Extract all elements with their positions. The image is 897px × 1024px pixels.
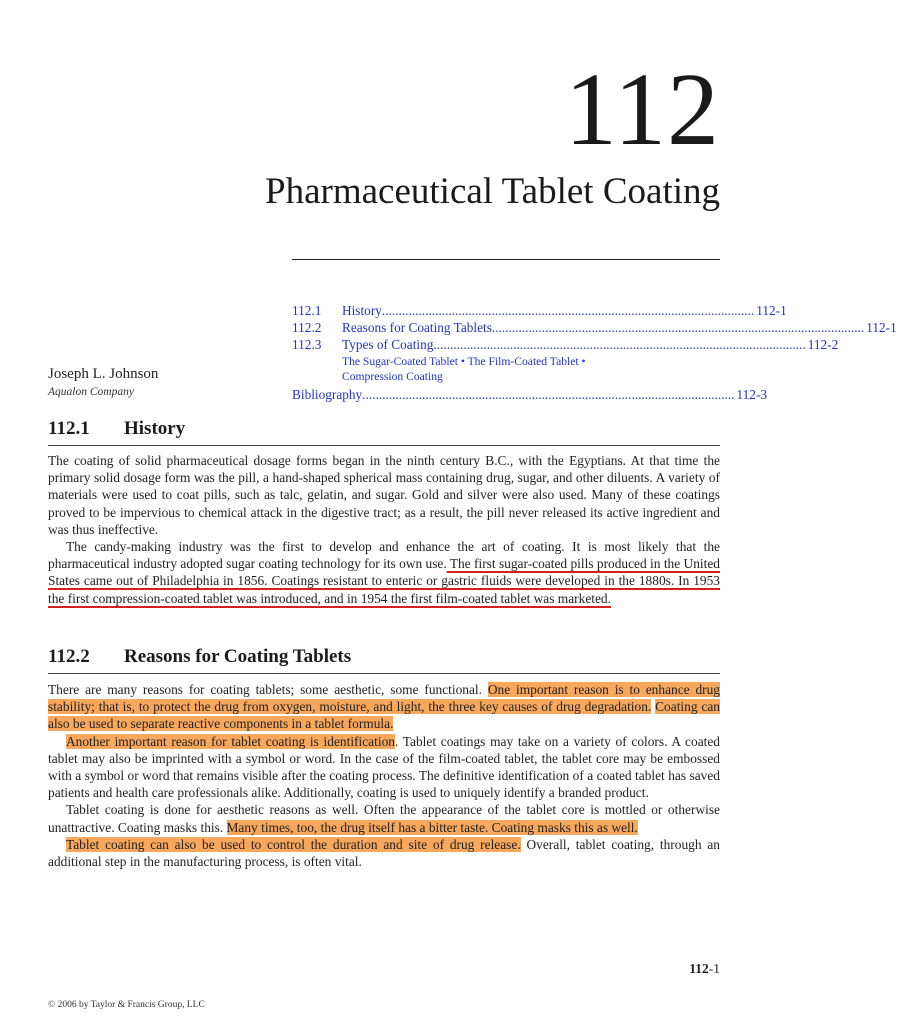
toc-entry-title: Types of Coating xyxy=(342,337,434,352)
toc-leader-dots: ................................................................................................................ xyxy=(433,337,806,352)
copyright-notice: © 2006 by Taylor & Francis Group, LLC xyxy=(48,1000,205,1010)
section-heading-history xyxy=(48,418,720,446)
section-number: 112.2 xyxy=(48,646,90,667)
text-run: Overall, tablet coating, through an additional step in the manufacturing process, is often vital. xyxy=(48,836,720,870)
text-run: Tablet coating is done for aesthetic reasons as well. Often the appearance of the tablet core is mottled or otherwise unattractive. Coating masks this. xyxy=(48,802,720,835)
toc-entry-page: 112-2 xyxy=(807,337,839,352)
toc-entry-title: Reasons for Coating Tablets xyxy=(342,320,492,335)
chapter-number: 112 xyxy=(564,52,720,167)
toc-entry[interactable] xyxy=(292,337,839,354)
toc-subentries-line[interactable]: Compression Coating xyxy=(342,370,443,383)
toc-entry[interactable] xyxy=(292,320,897,337)
section-body-history xyxy=(48,452,720,607)
text-run: . Tablet coatings may take on a variety of colors. A coated tablet may also be imprinted with a symbol or word. In the case of the film-coated tablet, the tablet core may be embossed with a symbol or word that remains visible after the coating process. The definitive identification of a coated tablet has saved patients and health care professionals alike. Additionally, coating is used to uniquely identify a branded product. xyxy=(48,733,720,801)
highlighted-text: Another important reason for tablet coating is identification xyxy=(66,733,395,749)
paragraph xyxy=(48,836,720,870)
chapter-title: Pharmaceutical Tablet Coating xyxy=(265,171,720,212)
section-number: 112.1 xyxy=(48,418,90,439)
section-title: History xyxy=(124,418,186,439)
paragraph xyxy=(48,538,720,607)
text-run: The candy-making industry was the first to develop and enhance the art of coating. It is most likely that the pharmaceutical industry adopted sugar coating technology for its own use. xyxy=(48,539,720,572)
toc-leader-dots: ................................................................................................................ xyxy=(381,303,755,318)
toc-entry-title: Bibliography xyxy=(292,387,363,402)
author-affiliation: Aqualon Company xyxy=(48,386,134,398)
highlighted-text: One important reason is to enhance drug stability; that is, to protect the drug from oxygen, moisture, and light, the three key causes of drug degradation. xyxy=(48,682,720,715)
section-heading-reasons xyxy=(48,646,720,674)
toc-leader-dots: ................................................................................................................ xyxy=(491,320,865,335)
paragraph xyxy=(48,733,720,802)
page-number-bold: 112 xyxy=(689,961,709,976)
paragraph xyxy=(48,681,720,733)
toc-entry-bibliography[interactable] xyxy=(292,387,768,404)
toc-entry-page: 112-1 xyxy=(866,320,897,335)
underlined-text: The first sugar-coated pills produced in the United States came out of Philadelphia in 1856. Coatings resistant to enteric or gastric fluids were developed in the 1880s. In 1953 the first compression-coated tablet was introduced, and in 1954 the first film-coated tablet was marketed. xyxy=(48,556,720,606)
toc-entry-page: 112-1 xyxy=(756,303,787,318)
text-run: There are many reasons for coating tablets; some aesthetic, some functional. xyxy=(48,682,488,697)
table-of-contents xyxy=(292,303,897,404)
toc-entry-number: 112.3 xyxy=(292,337,322,352)
highlighted-text: Many times, too, the drug itself has a bitter taste. Coating masks this as well. xyxy=(226,819,638,835)
toc-entry-page: 112-3 xyxy=(736,387,768,402)
title-rule xyxy=(292,259,720,260)
toc-entry[interactable] xyxy=(292,303,787,320)
toc-subentries xyxy=(292,354,720,384)
highlighted-text: Coating can also be used to separate reactive components in a tablet formula. xyxy=(48,699,720,732)
author-name: Joseph L. Johnson xyxy=(48,366,159,382)
toc-entry-number: 112.1 xyxy=(292,303,322,318)
paragraph: The coating of solid pharmaceutical dosage forms began in the ninth century B.C., with the Egyptians. At that time the primary solid dosage form was the pill, a hand-shaped spherical mass containing drug, sugar, and other diluents. A variety of materials were used to coat pills, such as talc, gelatin, and sugar. Gold and silver were also used. Many of these coatings proved to be impervious to chemical attack in the digestive tract; as a result, the pill never released its active ingredient and was thus ineffective. xyxy=(48,453,720,537)
toc-entry-title: History xyxy=(342,303,382,318)
paragraph xyxy=(48,801,720,835)
page-number xyxy=(689,961,720,977)
section-body-reasons xyxy=(48,681,720,870)
toc-leader-dots: ................................................................................................................ xyxy=(362,387,735,402)
section-title: Reasons for Coating Tablets xyxy=(124,646,352,667)
toc-subentries-line[interactable]: The Sugar-Coated Tablet • The Film-Coated Tablet • xyxy=(342,355,586,368)
highlighted-text: Tablet coating can also be used to control the duration and site of drug release. xyxy=(66,836,521,852)
toc-entry-number: 112.2 xyxy=(292,320,322,335)
page-number-rest: -1 xyxy=(708,961,720,976)
